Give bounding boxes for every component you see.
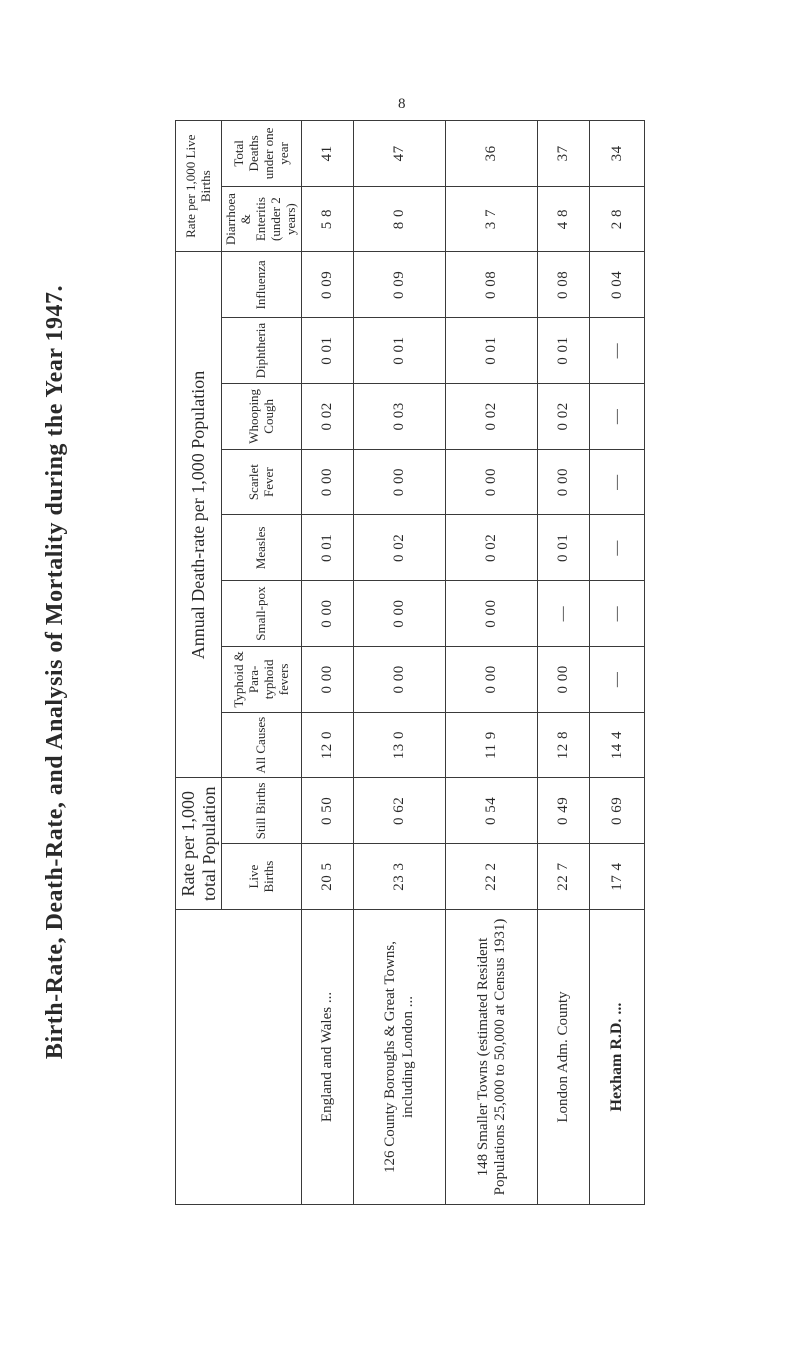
measles-value: 0 02 bbox=[446, 515, 538, 581]
smallpox-value: — bbox=[538, 581, 590, 647]
diarrhoea-value: 4 8 bbox=[538, 186, 590, 252]
table-row bbox=[302, 121, 354, 1205]
all-causes-header: All Causes bbox=[222, 712, 302, 778]
influenza-header: Influenza bbox=[222, 252, 302, 318]
typhoid-value: 0 00 bbox=[446, 647, 538, 713]
measles-value: 0 01 bbox=[302, 515, 354, 581]
live-births-value: 22 2 bbox=[446, 844, 538, 910]
table-row bbox=[590, 121, 645, 1205]
header-row-1 bbox=[176, 121, 222, 1205]
measles-value: 0 02 bbox=[354, 515, 446, 581]
all-causes-value: 12 0 bbox=[302, 712, 354, 778]
whooping-cough-value: 0 02 bbox=[302, 384, 354, 450]
whooping-cough-value: — bbox=[590, 384, 645, 450]
total-deaths-header: Total Deaths under one year bbox=[222, 121, 302, 187]
influenza-value: 0 09 bbox=[302, 252, 354, 318]
typhoid-value: 0 00 bbox=[354, 647, 446, 713]
table-row bbox=[446, 121, 538, 1205]
total-deaths-value: 41 bbox=[302, 121, 354, 187]
diarrhoea-value: 8 0 bbox=[354, 186, 446, 252]
live-births-value: 23 3 bbox=[354, 844, 446, 910]
live-births-header: Live Births bbox=[222, 844, 302, 910]
all-causes-value: 13 0 bbox=[354, 712, 446, 778]
scarlet-fever-header: Scarlet Fever bbox=[222, 449, 302, 515]
diphtheria-value: 0 01 bbox=[354, 318, 446, 384]
typhoid-value: — bbox=[590, 647, 645, 713]
typhoid-header: Typhoid & Para-typhoid fevers bbox=[222, 647, 302, 713]
whooping-cough-value: 0 03 bbox=[354, 384, 446, 450]
page-number: 8 bbox=[398, 96, 406, 112]
scarlet-fever-value: 0 00 bbox=[446, 449, 538, 515]
total-deaths-value: 36 bbox=[446, 121, 538, 187]
whooping-cough-value: 0 02 bbox=[446, 384, 538, 450]
diarrhoea-value: 2 8 bbox=[590, 186, 645, 252]
still-births-value: 0 62 bbox=[354, 778, 446, 844]
area-name: 126 County Boroughs & Great Towns, including London ... bbox=[354, 910, 446, 1205]
area-name: Hexham R.D. ... bbox=[590, 910, 645, 1205]
influenza-value: 0 04 bbox=[590, 252, 645, 318]
typhoid-value: 0 00 bbox=[302, 647, 354, 713]
area-name: England and Wales ... bbox=[302, 910, 354, 1205]
all-causes-value: 14 4 bbox=[590, 712, 645, 778]
influenza-value: 0 09 bbox=[354, 252, 446, 318]
smallpox-header: Small-pox bbox=[222, 581, 302, 647]
diarrhoea-value: 3 7 bbox=[446, 186, 538, 252]
whooping-cough-header: Whooping Cough bbox=[222, 384, 302, 450]
all-causes-value: 12 8 bbox=[538, 712, 590, 778]
scarlet-fever-value: — bbox=[590, 449, 645, 515]
smallpox-value: 0 00 bbox=[446, 581, 538, 647]
total-deaths-value: 47 bbox=[354, 121, 446, 187]
mortality-table-rotated bbox=[175, 120, 645, 1205]
still-births-value: 0 69 bbox=[590, 778, 645, 844]
table-row bbox=[538, 121, 590, 1205]
area-name: London Adm. County bbox=[538, 910, 590, 1205]
total-deaths-value: 34 bbox=[590, 121, 645, 187]
diphtheria-value: — bbox=[590, 318, 645, 384]
diarrhoea-value: 5 8 bbox=[302, 186, 354, 252]
smallpox-value: 0 00 bbox=[302, 581, 354, 647]
smallpox-value: — bbox=[590, 581, 645, 647]
table-row bbox=[354, 121, 446, 1205]
measles-value: 0 01 bbox=[538, 515, 590, 581]
measles-header: Measles bbox=[222, 515, 302, 581]
diphtheria-value: 0 01 bbox=[538, 318, 590, 384]
influenza-value: 0 08 bbox=[538, 252, 590, 318]
whooping-cough-value: 0 02 bbox=[538, 384, 590, 450]
diphtheria-value: 0 01 bbox=[446, 318, 538, 384]
live-births-value: 22 7 bbox=[538, 844, 590, 910]
annual-death-rate-header: Annual Death-rate per 1,000 Population bbox=[176, 252, 222, 778]
diarrhoea-header: Diarrhoea & Enteritis (under 2 years) bbox=[222, 186, 302, 252]
rate-per-live-births-header: Rate per 1,000 Live Births bbox=[176, 121, 222, 253]
area-name: 148 Smaller Towns (estimated Resident Populations 25,000 to 50,000 at Census 1931) bbox=[446, 910, 538, 1205]
measles-value: — bbox=[590, 515, 645, 581]
smallpox-value: 0 00 bbox=[354, 581, 446, 647]
still-births-value: 0 54 bbox=[446, 778, 538, 844]
all-causes-value: 11 9 bbox=[446, 712, 538, 778]
still-births-header: Still Births bbox=[222, 778, 302, 844]
scarlet-fever-value: 0 00 bbox=[538, 449, 590, 515]
influenza-value: 0 08 bbox=[446, 252, 538, 318]
scarlet-fever-value: 0 00 bbox=[302, 449, 354, 515]
diphtheria-header: Diphtheria bbox=[222, 318, 302, 384]
still-births-value: 0 49 bbox=[538, 778, 590, 844]
total-deaths-value: 37 bbox=[538, 121, 590, 187]
scarlet-fever-value: 0 00 bbox=[354, 449, 446, 515]
area-header bbox=[176, 910, 302, 1205]
rate-per-population-header: Rate per 1,000 total Population bbox=[176, 778, 222, 910]
typhoid-value: 0 00 bbox=[538, 647, 590, 713]
diphtheria-value: 0 01 bbox=[302, 318, 354, 384]
table-title: Birth-Rate, Death-Rate, and Analysis of Mortality during the Year 1947. bbox=[42, 284, 68, 1060]
still-births-value: 0 50 bbox=[302, 778, 354, 844]
mortality-table bbox=[175, 120, 645, 1205]
live-births-value: 17 4 bbox=[590, 844, 645, 910]
live-births-value: 20 5 bbox=[302, 844, 354, 910]
